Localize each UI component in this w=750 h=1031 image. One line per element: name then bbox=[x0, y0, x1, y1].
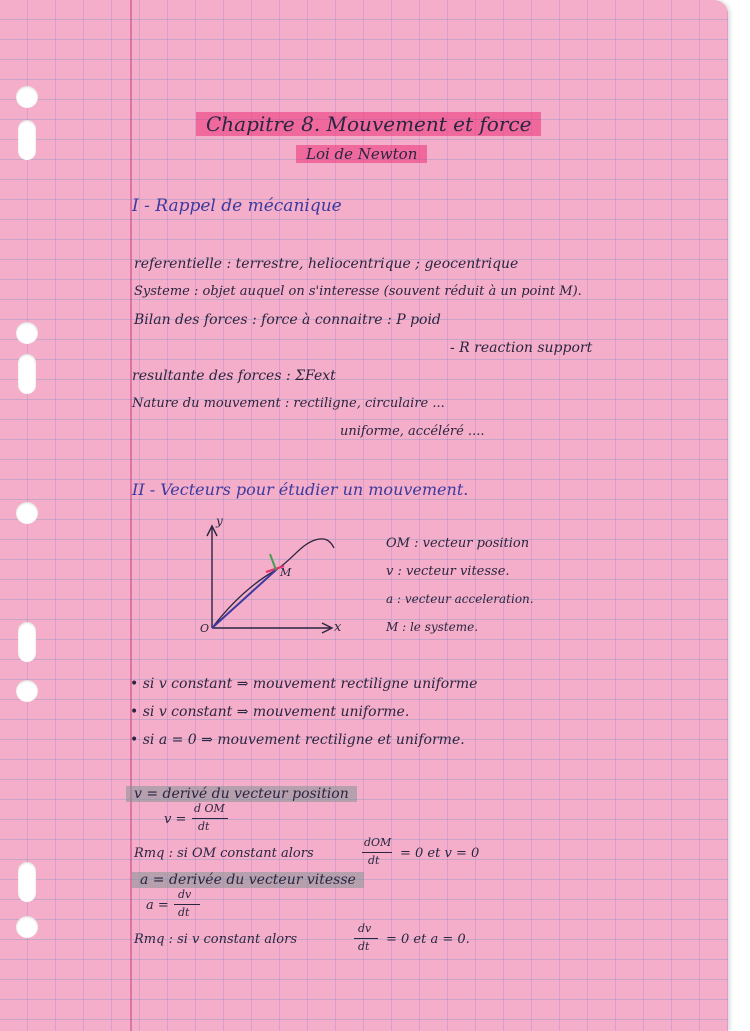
formula-a-numerator: dv bbox=[178, 888, 192, 901]
rmq1-denominator: dt bbox=[368, 854, 380, 867]
rmq1-text: Rmq : si OM constant alors bbox=[134, 846, 314, 861]
formula-v-lhs: v = bbox=[164, 812, 187, 827]
rmq1-end: = 0 et v = 0 bbox=[400, 846, 480, 861]
page-title: Chapitre 8. Mouvement et force bbox=[196, 112, 541, 136]
section1-line: Systeme : objet auquel on s'interesse (souvent réduit à un point M). bbox=[134, 284, 582, 299]
trajectory-curve bbox=[212, 539, 334, 628]
fraction-bar bbox=[354, 938, 378, 939]
derivative-a-definition: a = derivée du vecteur vitesse bbox=[132, 872, 364, 888]
rmq2-end: = 0 et a = 0. bbox=[386, 932, 470, 947]
formula-v-denominator: dt bbox=[198, 820, 210, 833]
formula-v-numerator: d OM bbox=[194, 802, 225, 815]
fraction-bar bbox=[192, 818, 228, 819]
legend-vitesse: v : vecteur vitesse. bbox=[386, 564, 510, 579]
section1-line: referentielle : terrestre, heliocentrique ; geocentrique bbox=[134, 256, 519, 272]
derivative-v-definition: v = derivé du vecteur position bbox=[126, 786, 357, 802]
graph-origin-label: O bbox=[200, 622, 210, 635]
section2-heading: II - Vecteurs pour étudier un mouvement. bbox=[132, 480, 469, 499]
fraction-bar bbox=[174, 904, 200, 905]
section1-line: Nature du mouvement : rectiligne, circulaire ... bbox=[132, 396, 445, 411]
formula-a-denominator: dt bbox=[178, 906, 190, 919]
section1-line: resultante des forces : ΣFext bbox=[132, 368, 336, 384]
legend-position: OM : vecteur position bbox=[386, 536, 530, 551]
bullet-item: • si v constant ⇒ mouvement uniforme. bbox=[130, 704, 410, 720]
bullet-item: • si a = 0 ⇒ mouvement rectiligne et uniforme. bbox=[130, 732, 465, 748]
position-vector bbox=[212, 570, 276, 628]
fraction-bar bbox=[362, 852, 392, 853]
rmq2-numerator: dv bbox=[358, 922, 372, 935]
rmq2-denominator: dt bbox=[358, 940, 370, 953]
rmq1-numerator: dOM bbox=[364, 836, 392, 849]
graph-y-label: y bbox=[216, 514, 223, 528]
graph-point-label: M bbox=[280, 566, 292, 579]
graph-x-label: x bbox=[334, 620, 342, 635]
bullet-item: • si v constant ⇒ mouvement rectiligne uniforme bbox=[130, 676, 478, 692]
legend-acceleration: a : vecteur acceleration. bbox=[386, 592, 534, 606]
page-subtitle: Loi de Newton bbox=[296, 145, 427, 163]
legend-systeme: M : le systeme. bbox=[386, 620, 479, 634]
formula-a-lhs: a = bbox=[146, 898, 169, 913]
section1-line: - R reaction support bbox=[450, 340, 593, 356]
section1-line: uniforme, accéléré .... bbox=[340, 424, 485, 439]
section1-line: Bilan des forces : force à connaitre : P poid bbox=[134, 312, 441, 328]
section1-heading: I - Rappel de mécanique bbox=[132, 196, 342, 216]
velocity-vector bbox=[270, 554, 276, 570]
rmq2-text: Rmq : si v constant alors bbox=[134, 932, 297, 947]
